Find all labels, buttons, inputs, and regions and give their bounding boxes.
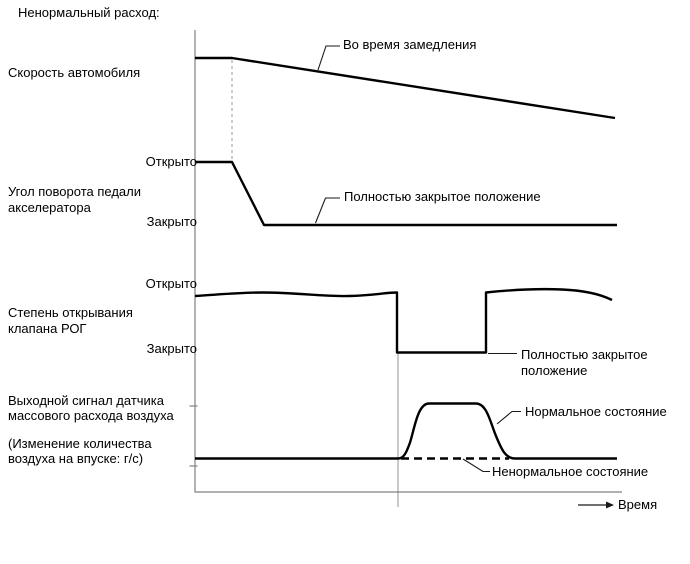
accel-pedal-label-line2: акселератора xyxy=(8,200,91,215)
maf-sensor-label xyxy=(8,393,174,423)
time-axis-label: Время xyxy=(618,497,658,512)
leader-maf-abnormal xyxy=(463,459,490,472)
egr-closed-annotation xyxy=(521,347,648,379)
maf-sensor-sublabel xyxy=(8,436,152,466)
accel-closed-label: Закрыто xyxy=(146,214,197,229)
egr-open-label: Открыто xyxy=(145,276,197,291)
maf-normal-annotation: Нормальное состояние xyxy=(525,404,667,419)
egr-closed-annotation-line2: положение xyxy=(521,363,588,378)
vehicle-speed-trace xyxy=(195,58,615,118)
deceleration-annotation: Во время замедления xyxy=(343,37,477,52)
maf-sensor-sublabel-line1: (Изменение количества xyxy=(8,436,152,451)
diagram-title: Ненормальный расход: xyxy=(18,5,160,20)
leader-maf-normal xyxy=(497,412,521,425)
leader-deceleration xyxy=(318,46,340,70)
egr-closed-label: Закрыто xyxy=(146,341,197,356)
chart-axes xyxy=(190,30,623,492)
time-arrow-icon xyxy=(578,502,614,509)
accel-pedal-label xyxy=(8,184,141,216)
accel-pedal-label-line1: Угол поворота педали xyxy=(8,184,142,199)
maf-sensor-label-line1: Выходной сигнал датчика xyxy=(8,393,165,408)
accel-open-label: Открыто xyxy=(145,154,197,169)
vehicle-speed-label: Скорость автомобиля xyxy=(8,65,141,80)
egr-valve-trace xyxy=(195,289,612,352)
axis-lines xyxy=(195,30,622,492)
maf-abnormal-annotation: Ненормальное состояние xyxy=(492,464,649,479)
leader-pedal-closed xyxy=(316,198,341,223)
maf-sensor-sublabel-line2: воздуха на впуске: г/с) xyxy=(8,451,144,466)
maf-sensor-label-line2: массового расхода воздуха xyxy=(8,408,174,423)
egr-closed-annotation-line1: Полностью закрытое xyxy=(521,347,648,362)
pedal-closed-annotation: Полностью закрытое положение xyxy=(344,189,541,204)
egr-valve-label xyxy=(8,305,133,337)
annotation-leaders xyxy=(316,46,522,472)
egr-valve-label-line2: клапана РОГ xyxy=(8,321,87,336)
egr-valve-label-line1: Степень открывания xyxy=(8,305,133,320)
